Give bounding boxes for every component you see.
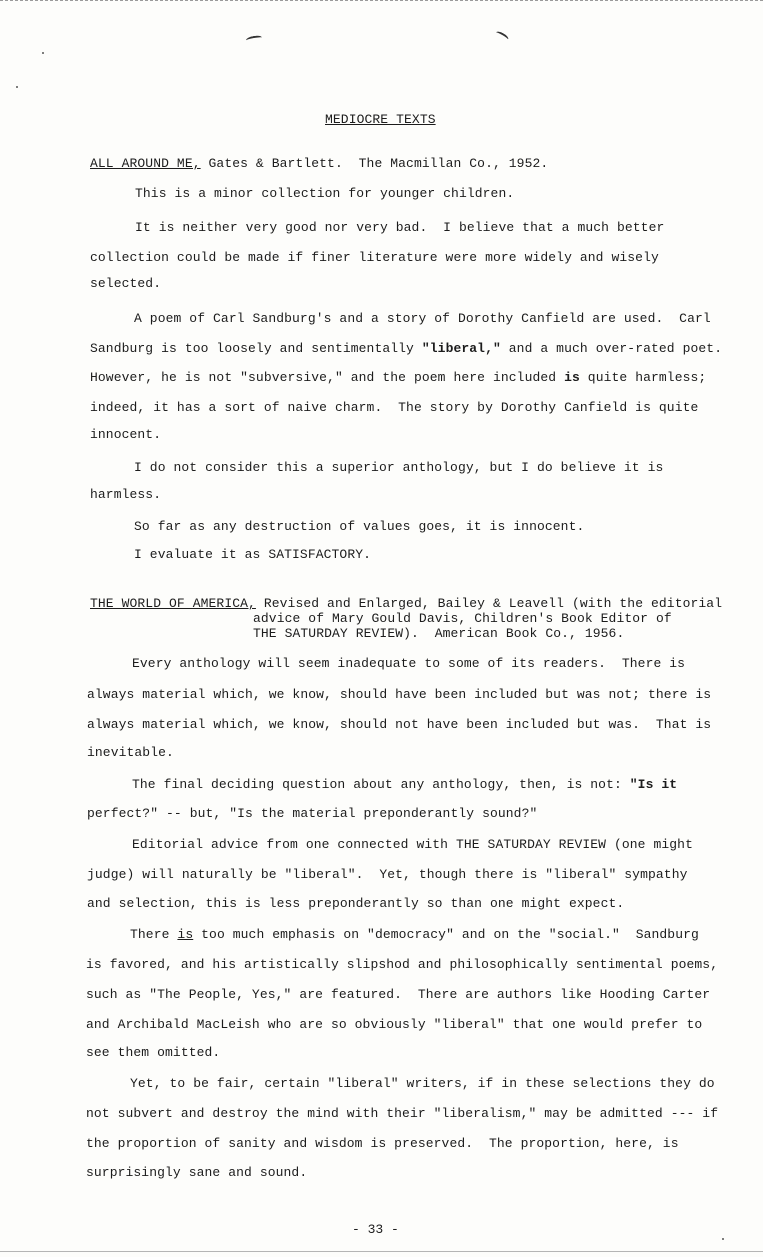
paragraph-line: inevitable.: [87, 745, 174, 760]
page-number: - 33 -: [352, 1222, 399, 1237]
text-run: and a much over-rated poet.: [500, 341, 723, 356]
book-title: THE WORLD OF AMERICA,: [90, 596, 256, 611]
paragraph-line: [90, 341, 722, 356]
paragraph-line: always material which, we know, should have been included but was not; there is: [87, 687, 712, 702]
text-run: is: [564, 370, 580, 385]
text-run: The final deciding question about any anthology, then, is not:: [132, 777, 630, 792]
text-run: quite harmless;: [579, 370, 707, 385]
paragraph-line: judge) will naturally be "liberal". Yet, though there is "liberal" sympathy: [87, 867, 688, 882]
book-citation: THE SATURDAY REVIEW). American Book Co., 1956.: [253, 626, 625, 641]
paragraph-line: indeed, it has a sort of naive charm. The story by Dorothy Canfield is quite: [90, 400, 699, 415]
paragraph-line: I do not consider this a superior anthology, but I do believe it is: [134, 460, 664, 475]
paragraph-line: such as "The People, Yes," are featured. There are authors like Hooding Carter: [86, 987, 711, 1002]
entry-heading: [90, 156, 548, 171]
paragraph-line: collection could be made if finer literature were more widely and wisely: [90, 250, 659, 265]
page-top-edge: [0, 0, 763, 1]
paragraph-line: [132, 777, 677, 792]
paragraph-line: selected.: [90, 276, 162, 291]
paragraph-line: always material which, we know, should not have been included but was. That is: [87, 717, 712, 732]
speck-mark: [42, 52, 44, 54]
paragraph-line: A poem of Carl Sandburg's and a story of Dorothy Canfield are used. Carl: [134, 311, 711, 326]
paragraph-line: [130, 927, 699, 942]
paragraph-line: harmless.: [90, 487, 162, 502]
book-title: ALL AROUND ME,: [90, 156, 201, 171]
text-run: Sandburg is too loosely and sentimentally: [90, 341, 422, 356]
speck-mark: [722, 1238, 724, 1240]
paragraph-line: So far as any destruction of values goes, it is innocent.: [134, 519, 585, 534]
paragraph-line: surprisingly sane and sound.: [86, 1165, 308, 1180]
paragraph-line: It is neither very good nor very bad. I believe that a much better: [135, 220, 665, 235]
paragraph-line: and Archibald MacLeish who are so obviously "liberal" that one would prefer to: [86, 1017, 703, 1032]
paragraph-line: and selection, this is less preponderantly so than one might expect.: [87, 896, 625, 911]
paragraph-line: [90, 370, 706, 385]
paragraph-line: perfect?" -- but, "Is the material preponderantly sound?": [87, 806, 538, 821]
page-bottom-edge: [0, 1251, 763, 1252]
entry-heading: [90, 596, 722, 611]
paragraph-line: innocent.: [90, 427, 162, 442]
paragraph-line: Yet, to be fair, certain "liberal" writers, if in these selections they do: [130, 1076, 715, 1091]
paragraph-line: Every anthology will seem inadequate to some of its readers. There is: [132, 656, 686, 671]
paragraph-line: not subvert and destroy the mind with their "liberalism," may be admitted --- if: [86, 1106, 719, 1121]
paragraph-line: see them omitted.: [86, 1045, 221, 1060]
book-citation: Gates & Bartlett. The Macmillan Co., 1952.: [200, 156, 549, 171]
book-citation: advice of Mary Gould Davis, Children's Book Editor of: [253, 611, 672, 626]
book-citation: Revised and Enlarged, Bailey & Leavell (with the editorial: [255, 596, 723, 611]
text-run: "Is it: [629, 777, 678, 792]
paragraph-line: the proportion of sanity and wisdom is preserved. The proportion, here, is: [86, 1136, 679, 1151]
speck-mark: [16, 86, 18, 88]
text-run: "liberal,": [421, 341, 501, 356]
text-run: too much emphasis on "democracy" and on the "social." Sandburg: [193, 927, 699, 942]
text-run: is: [177, 927, 194, 942]
page-title: MEDIOCRE TEXTS: [325, 112, 436, 127]
text-run: There: [130, 927, 178, 942]
paragraph-line: This is a minor collection for younger children.: [135, 186, 515, 201]
punch-mark-right: [494, 30, 509, 42]
paragraph-line: I evaluate it as SATISFACTORY.: [134, 547, 372, 562]
paragraph-line: Editorial advice from one connected with THE SATURDAY REVIEW (one might: [132, 837, 693, 852]
punch-mark-left: [246, 35, 263, 44]
text-run: However, he is not "subversive," and the poem here included: [90, 370, 565, 385]
paragraph-line: is favored, and his artistically slipshod and philosophically sentimental poems,: [86, 957, 719, 972]
